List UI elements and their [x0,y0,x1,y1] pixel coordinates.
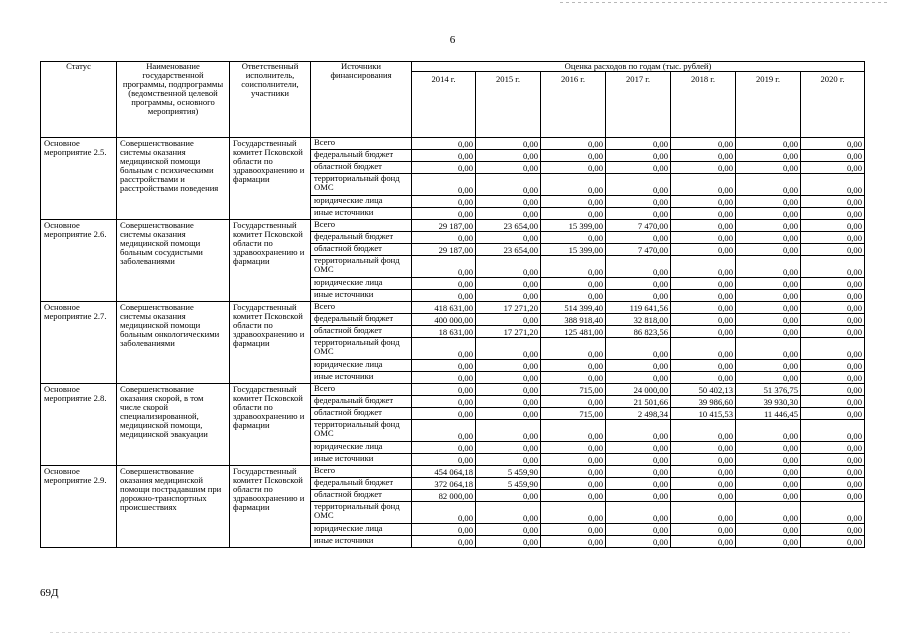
amount-cell: 0,00 [476,420,541,442]
amount-cell: 0,00 [671,502,736,524]
amount-cell: 0,00 [671,338,736,360]
amount-cell: 0,00 [412,162,476,174]
table-row [41,138,865,150]
amount-cell: 0,00 [736,326,801,338]
amount-cell: 0,00 [541,478,606,490]
funding-source-cell: федеральный бюджет [311,232,412,244]
amount-cell: 0,00 [671,208,736,220]
amount-cell: 0,00 [801,244,865,256]
amount-cell: 0,00 [801,326,865,338]
amount-cell: 0,00 [736,256,801,278]
amount-cell: 0,00 [412,396,476,408]
amount-cell: 0,00 [412,338,476,360]
amount-cell: 0,00 [736,278,801,290]
amount-cell: 0,00 [801,502,865,524]
amount-cell: 0,00 [736,372,801,384]
amount-cell: 0,00 [801,536,865,548]
amount-cell: 17 271,20 [476,302,541,314]
amount-cell: 0,00 [541,162,606,174]
amount-cell: 0,00 [476,408,541,420]
amount-cell: 0,00 [671,360,736,372]
amount-cell: 82 000,00 [412,490,476,502]
amount-cell: 23 654,00 [476,244,541,256]
amount-cell: 0,00 [541,396,606,408]
amount-cell: 0,00 [476,396,541,408]
funding-source-cell: иные источники [311,372,412,384]
amount-cell: 0,00 [476,162,541,174]
amount-cell: 0,00 [801,396,865,408]
header-year: 2019 г. [736,72,801,138]
funding-source-cell: территориальный фонд ОМС [311,338,412,360]
amount-cell: 0,00 [541,372,606,384]
amount-cell: 0,00 [801,232,865,244]
amount-cell: 0,00 [541,420,606,442]
amount-cell: 0,00 [412,196,476,208]
amount-cell: 0,00 [476,150,541,162]
amount-cell: 119 641,56 [606,302,671,314]
funding-source-cell: иные источники [311,290,412,302]
amount-cell: 0,00 [606,196,671,208]
amount-cell: 0,00 [412,454,476,466]
amount-cell: 454 064,18 [412,466,476,478]
amount-cell: 0,00 [476,232,541,244]
amount-cell: 0,00 [606,478,671,490]
table-row [41,384,865,396]
amount-cell: 0,00 [412,174,476,196]
amount-cell: 0,00 [412,256,476,278]
amount-cell: 0,00 [801,524,865,536]
amount-cell: 0,00 [671,372,736,384]
amount-cell: 0,00 [671,326,736,338]
amount-cell: 39 930,30 [736,396,801,408]
amount-cell: 715,00 [541,384,606,396]
program-name-cell: Совершенствование системы оказания медицинской помощи больным онкологическими заболеваниями [117,302,230,384]
amount-cell: 0,00 [541,502,606,524]
funding-source-cell: федеральный бюджет [311,396,412,408]
amount-cell: 0,00 [801,302,865,314]
amount-cell: 0,00 [736,536,801,548]
table-body [41,138,865,548]
amount-cell: 0,00 [606,150,671,162]
amount-cell: 0,00 [736,302,801,314]
status-cell: Основное мероприятие 2.8. [41,384,117,466]
amount-cell: 418 631,00 [412,302,476,314]
amount-cell: 0,00 [736,208,801,220]
executor-cell: Государственный комитет Псковской области по здравоохранению и фармации [230,302,311,384]
amount-cell: 17 271,20 [476,326,541,338]
amount-cell: 50 402,13 [671,384,736,396]
amount-cell: 0,00 [412,536,476,548]
amount-cell: 0,00 [541,208,606,220]
amount-cell: 0,00 [801,196,865,208]
amount-cell: 0,00 [412,138,476,150]
amount-cell: 0,00 [476,138,541,150]
amount-cell: 0,00 [476,256,541,278]
amount-cell: 0,00 [801,162,865,174]
amount-cell: 0,00 [412,278,476,290]
funding-source-cell: областной бюджет [311,490,412,502]
amount-cell: 0,00 [736,442,801,454]
amount-cell: 0,00 [736,174,801,196]
funding-source-cell: областной бюджет [311,326,412,338]
amount-cell: 0,00 [801,338,865,360]
funding-source-cell: областной бюджет [311,162,412,174]
amount-cell: 0,00 [671,302,736,314]
amount-cell: 0,00 [736,420,801,442]
header-year: 2014 г. [412,72,476,138]
amount-cell: 0,00 [541,536,606,548]
amount-cell: 0,00 [736,244,801,256]
amount-cell: 0,00 [541,360,606,372]
program-name-cell: Совершенствование оказания медицинской помощи пострадавшим при дорожно-транспортных происшествиях [117,466,230,548]
header-year: 2020 г. [801,72,865,138]
amount-cell: 0,00 [606,338,671,360]
page-number: 6 [449,34,456,46]
funding-source-cell: Всего [311,384,412,396]
header-sources: Источники финансирования [311,62,412,138]
header-executor: Ответственный исполнитель, соисполнители, участники [230,62,311,138]
amount-cell: 0,00 [412,524,476,536]
table-row [41,466,865,478]
amount-cell: 0,00 [541,524,606,536]
funding-source-cell: областной бюджет [311,408,412,420]
funding-source-cell: территориальный фонд ОМС [311,420,412,442]
amount-cell: 0,00 [606,420,671,442]
executor-cell: Государственный комитет Псковской области по здравоохранению и фармации [230,466,311,548]
amount-cell: 5 459,90 [476,466,541,478]
amount-cell: 0,00 [606,208,671,220]
amount-cell: 0,00 [476,314,541,326]
amount-cell: 0,00 [412,360,476,372]
amount-cell: 0,00 [736,232,801,244]
amount-cell: 0,00 [476,384,541,396]
amount-cell: 0,00 [671,150,736,162]
table-row [41,302,865,314]
amount-cell: 715,00 [541,408,606,420]
funding-source-cell: юридические лица [311,524,412,536]
amount-cell: 0,00 [541,138,606,150]
amount-cell: 0,00 [606,256,671,278]
amount-cell: 0,00 [541,454,606,466]
header-year: 2015 г. [476,72,541,138]
amount-cell: 0,00 [801,314,865,326]
program-name-cell: Совершенствование системы оказания медицинской помощи больным сосудистыми заболеваниями [117,220,230,302]
amount-cell: 0,00 [801,372,865,384]
amount-cell: 0,00 [801,420,865,442]
amount-cell: 0,00 [606,466,671,478]
amount-cell: 0,00 [671,220,736,232]
amount-cell: 0,00 [541,278,606,290]
amount-cell: 0,00 [541,174,606,196]
amount-cell: 0,00 [606,442,671,454]
amount-cell: 0,00 [476,208,541,220]
amount-cell: 15 399,00 [541,244,606,256]
funding-source-cell: территориальный фонд ОМС [311,256,412,278]
amount-cell: 5 459,90 [476,478,541,490]
amount-cell: 0,00 [736,138,801,150]
funding-source-cell: иные источники [311,536,412,548]
header-estimate: Оценка расходов по годам (тыс. рублей) [412,62,865,72]
amount-cell: 0,00 [801,384,865,396]
header-year: 2018 г. [671,72,736,138]
amount-cell: 0,00 [606,138,671,150]
amount-cell: 0,00 [476,338,541,360]
scan-artifact-top [560,2,890,3]
funding-source-cell: территориальный фонд ОМС [311,174,412,196]
amount-cell: 388 918,40 [541,314,606,326]
amount-cell: 0,00 [476,454,541,466]
amount-cell: 0,00 [801,208,865,220]
status-cell: Основное мероприятие 2.9. [41,466,117,548]
amount-cell: 0,00 [606,278,671,290]
table-row [41,220,865,232]
amount-cell: 0,00 [412,372,476,384]
amount-cell: 0,00 [671,256,736,278]
amount-cell: 0,00 [476,290,541,302]
amount-cell: 0,00 [736,290,801,302]
amount-cell: 0,00 [541,290,606,302]
amount-cell: 18 631,00 [412,326,476,338]
program-name-cell: Совершенствование системы оказания медицинской помощи больным с психическими расстройствами и расстройствами поведения [117,138,230,220]
amount-cell: 0,00 [671,174,736,196]
amount-cell: 0,00 [412,384,476,396]
scan-artifact-bottom [50,632,850,633]
amount-cell: 0,00 [541,256,606,278]
funding-source-cell: областной бюджет [311,244,412,256]
amount-cell: 0,00 [736,466,801,478]
amount-cell: 125 481,00 [541,326,606,338]
amount-cell: 0,00 [801,442,865,454]
amount-cell: 0,00 [671,314,736,326]
amount-cell: 29 187,00 [412,244,476,256]
amount-cell: 514 399,40 [541,302,606,314]
header-program: Наименование государственной программы, подпрограммы (ведомственной целевой программы, основного мероприятия) [117,62,230,138]
funding-source-cell: Всего [311,220,412,232]
amount-cell: 0,00 [476,360,541,372]
status-cell: Основное мероприятие 2.5. [41,138,117,220]
amount-cell: 0,00 [736,490,801,502]
amount-cell: 0,00 [736,196,801,208]
funding-source-cell: иные источники [311,208,412,220]
amount-cell: 0,00 [736,524,801,536]
amount-cell: 0,00 [801,466,865,478]
amount-cell: 0,00 [736,338,801,360]
amount-cell: 0,00 [801,290,865,302]
amount-cell: 11 446,45 [736,408,801,420]
amount-cell: 39 986,60 [671,396,736,408]
amount-cell: 0,00 [736,162,801,174]
amount-cell: 0,00 [606,162,671,174]
amount-cell: 0,00 [671,536,736,548]
header-year: 2017 г. [606,72,671,138]
amount-cell: 0,00 [541,490,606,502]
amount-cell: 0,00 [801,174,865,196]
amount-cell: 0,00 [412,442,476,454]
amount-cell: 0,00 [412,150,476,162]
amount-cell: 0,00 [476,442,541,454]
amount-cell: 0,00 [606,372,671,384]
amount-cell: 23 654,00 [476,220,541,232]
amount-cell: 0,00 [671,196,736,208]
amount-cell: 0,00 [606,536,671,548]
amount-cell: 15 399,00 [541,220,606,232]
amount-cell: 0,00 [412,408,476,420]
amount-cell: 0,00 [801,220,865,232]
funding-source-cell: юридические лица [311,196,412,208]
amount-cell: 0,00 [412,290,476,302]
amount-cell: 0,00 [801,408,865,420]
amount-cell: 0,00 [671,524,736,536]
amount-cell: 0,00 [671,290,736,302]
funding-source-cell: федеральный бюджет [311,314,412,326]
amount-cell: 0,00 [541,232,606,244]
amount-cell: 0,00 [801,360,865,372]
funding-source-cell: юридические лица [311,442,412,454]
amount-cell: 0,00 [671,138,736,150]
amount-cell: 0,00 [476,524,541,536]
amount-cell: 0,00 [801,138,865,150]
amount-cell: 7 470,00 [606,220,671,232]
amount-cell: 0,00 [671,162,736,174]
amount-cell: 2 498,34 [606,408,671,420]
amount-cell: 0,00 [476,372,541,384]
amount-cell: 0,00 [801,150,865,162]
amount-cell: 0,00 [736,478,801,490]
amount-cell: 0,00 [736,314,801,326]
funding-source-cell: иные источники [311,454,412,466]
amount-cell: 0,00 [541,338,606,360]
amount-cell: 0,00 [801,490,865,502]
amount-cell: 0,00 [476,174,541,196]
funding-source-cell: Всего [311,138,412,150]
expenditure-table [40,61,865,548]
amount-cell: 0,00 [671,454,736,466]
amount-cell: 21 501,66 [606,396,671,408]
amount-cell: 51 376,75 [736,384,801,396]
amount-cell: 0,00 [801,278,865,290]
amount-cell: 0,00 [671,478,736,490]
status-cell: Основное мероприятие 2.6. [41,220,117,302]
amount-cell: 0,00 [671,278,736,290]
amount-cell: 0,00 [606,502,671,524]
amount-cell: 0,00 [736,454,801,466]
funding-source-cell: юридические лица [311,278,412,290]
amount-cell: 0,00 [476,196,541,208]
funding-source-cell: Всего [311,466,412,478]
amount-cell: 0,00 [476,278,541,290]
amount-cell: 0,00 [801,256,865,278]
amount-cell: 0,00 [541,150,606,162]
amount-cell: 0,00 [606,490,671,502]
amount-cell: 0,00 [476,490,541,502]
amount-cell: 372 064,18 [412,478,476,490]
amount-cell: 0,00 [541,196,606,208]
amount-cell: 0,00 [412,420,476,442]
amount-cell: 0,00 [476,536,541,548]
funding-source-cell: федеральный бюджет [311,150,412,162]
amount-cell: 0,00 [606,454,671,466]
amount-cell: 0,00 [736,220,801,232]
amount-cell: 7 470,00 [606,244,671,256]
header-status: Статус [41,62,117,138]
amount-cell: 0,00 [412,232,476,244]
amount-cell: 0,00 [541,466,606,478]
amount-cell: 0,00 [541,442,606,454]
executor-cell: Государственный комитет Псковской области по здравоохранению и фармации [230,220,311,302]
amount-cell: 0,00 [606,524,671,536]
funding-source-cell: юридические лица [311,360,412,372]
executor-cell: Государственный комитет Псковской области по здравоохранению и фармации [230,138,311,220]
amount-cell: 0,00 [671,420,736,442]
amount-cell: 400 000,00 [412,314,476,326]
funding-source-cell: территориальный фонд ОМС [311,502,412,524]
amount-cell: 0,00 [801,454,865,466]
amount-cell: 0,00 [606,174,671,196]
program-name-cell: Совершенствование оказания скорой, в том числе скорой специализированной, медицинской помощи, медицинской эвакуации [117,384,230,466]
funding-source-cell: федеральный бюджет [311,478,412,490]
amount-cell: 29 187,00 [412,220,476,232]
amount-cell: 0,00 [412,208,476,220]
amount-cell: 0,00 [736,360,801,372]
amount-cell: 0,00 [671,466,736,478]
amount-cell: 0,00 [736,502,801,524]
amount-cell: 0,00 [671,232,736,244]
amount-cell: 86 823,56 [606,326,671,338]
amount-cell: 0,00 [606,290,671,302]
amount-cell: 0,00 [671,442,736,454]
amount-cell: 0,00 [671,244,736,256]
amount-cell: 0,00 [606,360,671,372]
amount-cell: 10 415,53 [671,408,736,420]
amount-cell: 0,00 [476,502,541,524]
amount-cell: 0,00 [736,150,801,162]
amount-cell: 32 818,00 [606,314,671,326]
amount-cell: 24 000,00 [606,384,671,396]
footer-code: 69Д [40,587,59,599]
amount-cell: 0,00 [801,478,865,490]
amount-cell: 0,00 [671,490,736,502]
funding-source-cell: Всего [311,302,412,314]
executor-cell: Государственный комитет Псковской области по здравоохранению и фармации [230,384,311,466]
amount-cell: 0,00 [412,502,476,524]
amount-cell: 0,00 [606,232,671,244]
status-cell: Основное мероприятие 2.7. [41,302,117,384]
header-year: 2016 г. [541,72,606,138]
